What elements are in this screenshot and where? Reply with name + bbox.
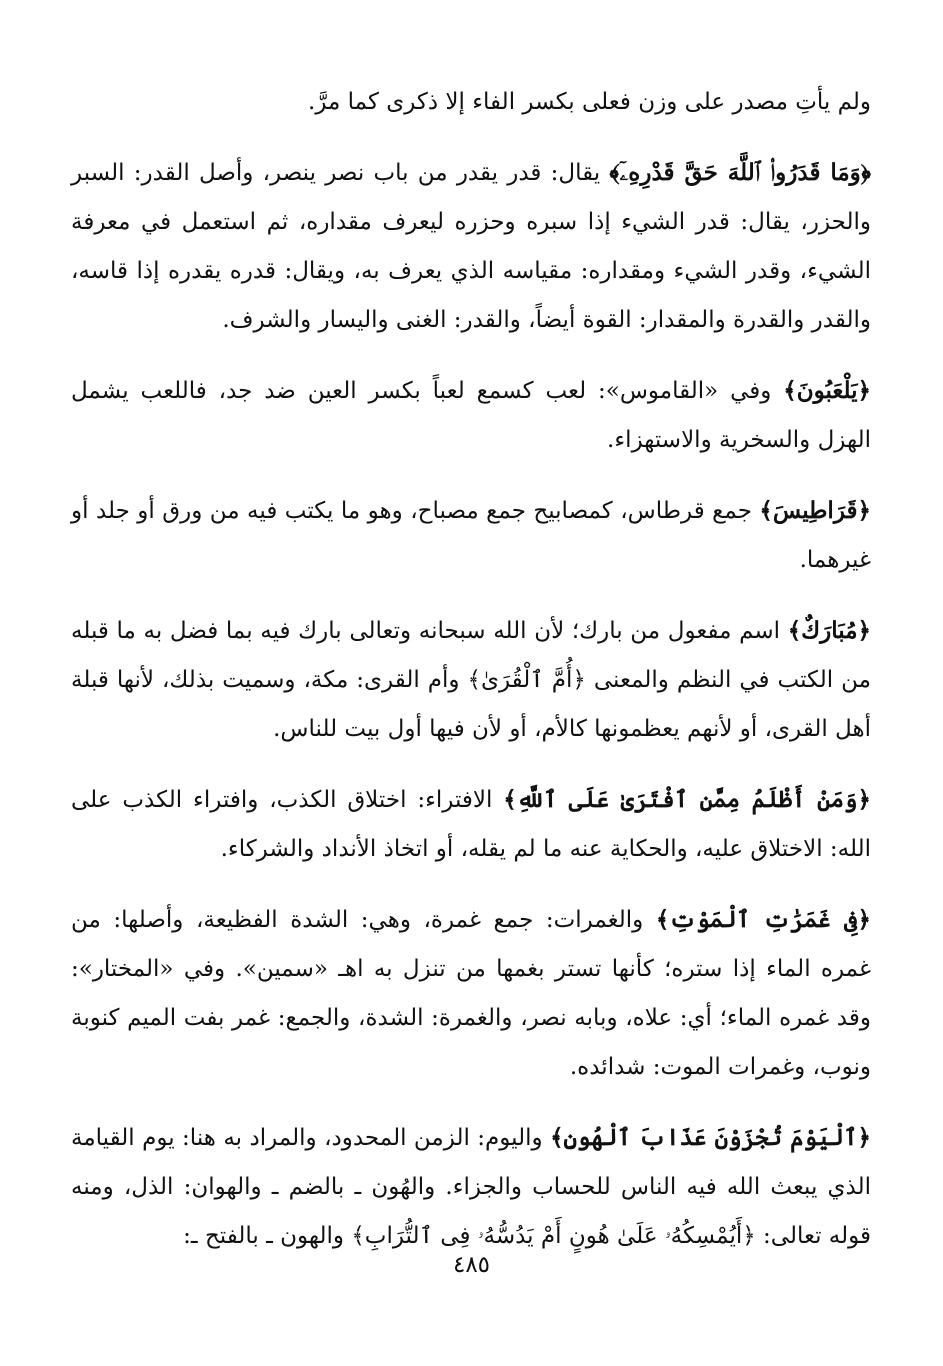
quran-quote: ﴿فِى غَمَرَٰتِ ٱلْمَوْتِ﴾ (655, 906, 871, 933)
paragraph-7 (71, 895, 871, 1092)
paragraph-5-text: اسم مفعول من بارك؛ لأن الله سبحانه وتعالى بارك فيه بما فضل به ما قبله من الكتب في النظم والمعنى ﴿أُمَّ ٱلْقُرَىٰ﴾ وأم القرى: مكة، وسميت بذلك، لأنها قبلة أهل القرى، أو لأنهم يعظمونها كالأم، أو لأن فيها أول بيت للناس. (71, 618, 871, 742)
page-body (71, 78, 871, 1282)
paragraph-4 (71, 486, 871, 585)
paragraph-1 (71, 78, 871, 127)
paragraph-2-text: يقال: قدر يقدر من باب نصر ينصر، وأصل القدر: السبر والحزر، يقال: قدر الشيء إذا سبره وحزره ليعرف مقداره، ثم استعمل في معرفة الشيء، وقدر الشيء ومقداره: مقياسه الذي يعرف به، ويقال: قدره يقدره إذا قاسه، والقدر والقدرة والمقدار: القوة أيضاً، والقدر: الغنى واليسار والشرف. (71, 160, 871, 333)
paragraph-6-text: الافتراء: اختلاق الكذب، وافتراء الكذب على الله: الاختلاق عليه، والحكاية عنه ما لم يقله، أو اتخاذ الأنداد والشركاء. (71, 787, 871, 862)
paragraph-8 (71, 1113, 871, 1261)
paragraph-1-text: ولم يأتِ مصدر على وزن فعلى بكسر الفاء إلا ذكرى كما مرَّ. (308, 89, 871, 115)
quran-quote: ﴿وَمَنْ أَظْلَمُ مِمَّنِ ٱفْتَرَىٰ عَلَى ٱللَّهِ﴾ (503, 786, 871, 813)
quran-quote: ﴿يَلْعَبُونَ﴾ (783, 377, 871, 404)
quran-quote: ﴿قَرَاطِيسَ﴾ (759, 497, 871, 524)
quran-quote: ﴿ٱلْيَوْمَ تُجْزَوْنَ عَذَابَ ٱلْهُونِ﴾ (550, 1124, 871, 1151)
page-number: ٤٨٥ (452, 1252, 491, 1278)
paragraph-7-text: والغمرات: جمع غمرة، وهي: الشدة الفظيعة، وأصلها: من غمره الماء إذا ستره؛ كأنها تستر بغمها من تنزل به اهـ «سمين». وفي «المختار»: وقد غمره الماء؛ أي: علاه، وبابه نصر، والغمرة: الشدة، والجمع: غمر بفت الميم كنوبة ونوب، وغمرات الموت: شدائده. (71, 907, 871, 1080)
quran-quote: ﴿مُبَارَكٌ﴾ (787, 617, 871, 644)
paragraph-8-text: واليوم: الزمن المحدود، والمراد به هنا: يوم القيامة الذي يبعث الله فيه الناس للحساب والجزاء. والهُون ـ بالضم ـ والهوان: الذل، ومنه قوله تعالى: ﴿أَيُمْسِكُهُۥ عَلَىٰ هُونٍ أَمْ يَدُسُّهُۥ فِى ٱلتُّرَابِ﴾ والهون ـ بالفتح ـ: (71, 1125, 871, 1249)
paragraph-5 (71, 606, 871, 754)
paragraph-3 (71, 366, 871, 465)
quran-quote: ﴿وَمَا قَدَرُوا۟ ٱللَّهَ حَقَّ قَدْرِهِۦٓ﴾ (609, 159, 871, 186)
paragraph-6 (71, 775, 871, 874)
paragraph-2 (71, 148, 871, 345)
paragraph-3-text: وفي «القاموس»: لعب كسمع لعباً بكسر العين ضد جد، فاللعب يشمل الهزل والسخرية والاستهزاء. (71, 378, 871, 453)
paragraph-4-text: جمع قرطاس، كمصابيح جمع مصباح، وهو ما يكتب فيه من ورق أو جلد أو غيرهما. (71, 498, 871, 573)
